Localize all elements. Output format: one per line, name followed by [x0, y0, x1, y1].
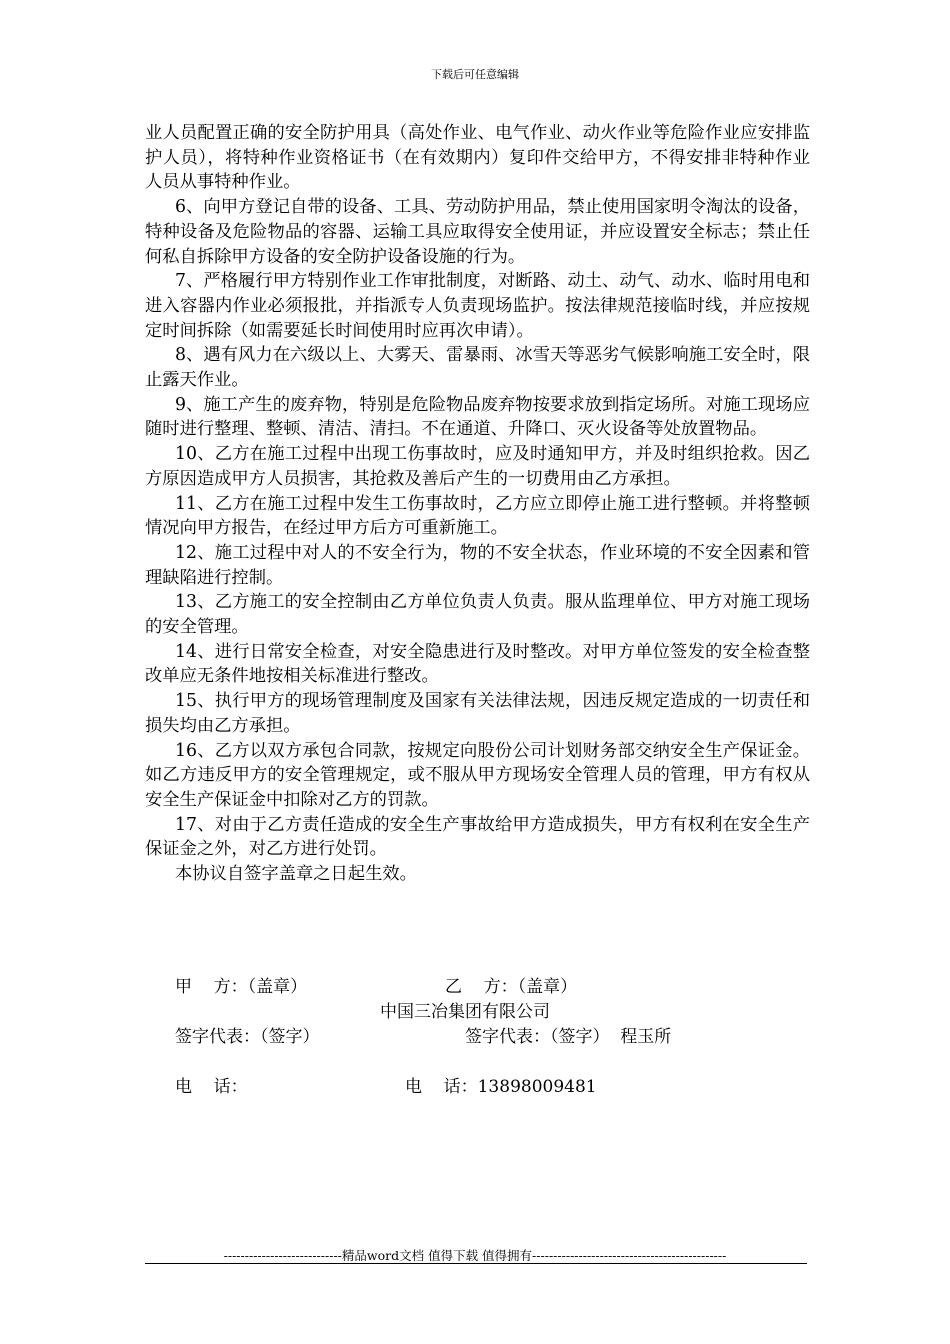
paragraph: 15、执行甲方的现场管理制度及国家有关法律法规，因违反规定造成的一切责任和损失均由乙方承担。 — [145, 691, 810, 736]
party-a-seal-label: 甲 方：（盖章） — [175, 977, 308, 997]
paragraph: 17、对由于乙方责任造成的安全生产事故给甲方造成损失，甲方有权利在安全生产保证金之外，对乙方进行处罚。 — [145, 814, 810, 860]
closing-paragraph: 本协议自签字盖章之日起生效。 — [175, 864, 417, 885]
paragraph: 8、遇有风力在六级以上、大雾天、雷暴雨、冰雪天等恶劣气候影响施工安全时，限止露天作业。 — [145, 345, 810, 391]
paragraph: 16、乙方以双方承包合同款，按规定向股份公司计划财务部交纳安全生产保证金。如乙方违反甲方的安全管理规定，或不服从甲方现场安全管理人员的管理，甲方有权从安全生产保证金中扣除对乙方的罚款。 — [145, 740, 810, 810]
paragraph: 13、乙方施工的安全控制由乙方单位负责人负责。服从监理单位、甲方对施工现场的安全管理。 — [145, 592, 810, 638]
party-b-company: 中国三冶集团有限公司 — [380, 1002, 550, 1022]
party-b-seal-label: 乙 方：（盖章） — [445, 977, 578, 997]
paragraph: 10、乙方在施工过程中出现工伤事故时，应及时通知甲方，并及时组织抢救。因乙方原因造成甲方人员损害，其抢救及善后产生的一切费用由乙方承担。 — [145, 444, 810, 489]
paragraph: 业人员配置正确的安全防护用具（高处作业、电气作业、动火作业等危险作业应安排监护人员），将特种作业资格证书（在有效期内）复印件交给甲方，不得安排非特种作业人员从事特种作业。 — [145, 123, 810, 193]
party-a-representative: 签字代表：（签字） — [175, 1027, 320, 1047]
paragraph: 9、施工产生的废弃物，特别是危险物品废弃物按要求放到指定场所。对施工现场应随时进行整理、整顿、清洁、清扫。不在通道、升降口、灭火设备等处放置物品。 — [145, 394, 810, 440]
party-a-phone: 电 话： — [175, 1077, 248, 1097]
document-body — [145, 121, 810, 887]
page-footer: ----------------------------精品word文档 值得下载 值得拥有---------------------------------------------- — [223, 1248, 727, 1263]
paragraph: 14、进行日常安全检查，对安全隐患进行及时整改。对甲方单位签发的安全检查整改单应无条件地按相关标准进行整改。 — [145, 641, 810, 687]
footer-divider — [145, 1263, 807, 1264]
party-b-phone: 电 话：13898009481 — [405, 1077, 597, 1097]
paragraph: 11、乙方在施工过程中发生工伤事故时，乙方应立即停止施工进行整顿。并将整顿情况向甲方报告，在经过甲方后方可重新施工。 — [145, 493, 810, 539]
page-header: 下载后可任意编辑 — [431, 68, 519, 81]
paragraph: 6、向甲方登记自带的设备、工具、劳动防护用品，禁止使用国家明令淘汰的设备，特种设备及危险物品的容器、运输工具应取得安全使用证，并应设置安全标志；禁止任何私自拆除甲方设备的安全防护设备设施的行为。 — [145, 197, 810, 267]
paragraph: 12、施工过程中对人的不安全行为，物的不安全状态，作业环境的不安全因素和管理缺陷进行控制。 — [145, 542, 810, 588]
party-b-representative: 签字代表：（签字） 程玉所 — [465, 1027, 672, 1047]
paragraph: 7、严格履行甲方特别作业工作审批制度，对断路、动土、动气、动水、临时用电和进入容器内作业必须报批，并指派专人负责现场监护。按法律规范接临时线，并应按规定时间拆除（如需要延长时间使用时应再次申请）。 — [145, 271, 810, 341]
